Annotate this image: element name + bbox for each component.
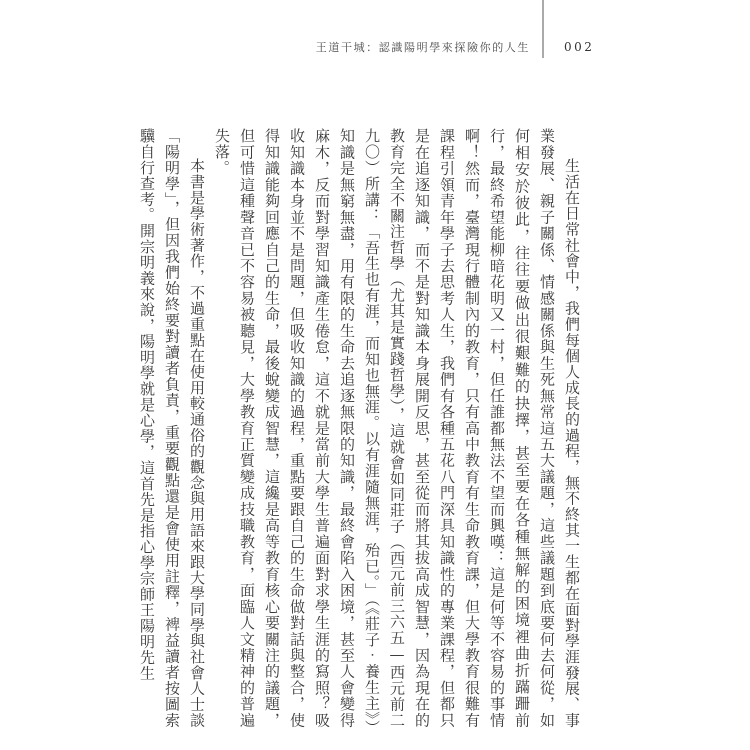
running-head-title: 王道干城：認識陽明學來探險你的人生 xyxy=(315,41,530,54)
page-number: 002 xyxy=(564,40,595,54)
header-divider-line xyxy=(542,0,544,58)
paragraph-2: 本書是學術著作，不過重點在使用較通俗的觀念與用語來跟大學同學與社會人士談「陽明學」，但因我們始終要對讀者負責，重要觀點還是會使用註釋，裨益讀者按圖索驥自行查考。開宗明義來說，陽明學就是心學，這首先是指心學宗師王陽明先生 xyxy=(138,128,206,728)
paragraph-1: 生活在日常社會中，我們每個人成長的過程，無不終其一生都在面對學涯發展、事業發展、親子關係、情感關係與生死無常這五大議題，這些議題到底要何去何從，如何相安於彼此，往往要做出很艱難的抉擇，甚至要在各種無解的困境裡曲折蹣跚前行，最終希望能柳暗花明又一村，但任誰都無法不望而興嘆：這是何等不容易的事情啊！然而，臺灣現行體制內的教育，只有高中教育有生命教育課，但大學教育很難有課程引領青年學子去思考人生，我們有各種五花八門深具知識性的專業課程，但都只是在追逐知識，而不是對知識本身展開反思，甚至從而將其拔高成智慧，因為現在的教育完全不關注哲學（尤其是實踐哲學），這就會如同莊子（西元前三六五—西元前二九〇）所講：「吾生也有涯，而知也無涯。以有涯隨無涯，殆已。」（《莊子‧養生主》）知識是無窮無盡，用有限的生命去追逐無限的知識，最終會陷入困境，甚至人會變得麻木，反而對學習知識產生倦怠，這不就是當前大學生普遍面對求學生涯的寫照？吸收知識本身並不是問題，但吸收知識的過程，重點要跟自己的生命做對話與整合，使得知識能夠回應自己的生命，最後蛻變成智慧，這纔是高等教育核心要關注的議題，但可惜這種聲音已不容易被聽見，大學教育正質變成技職教育，面臨人文精神的普遍失落。 xyxy=(213,128,581,728)
body-text-block xyxy=(138,128,584,728)
